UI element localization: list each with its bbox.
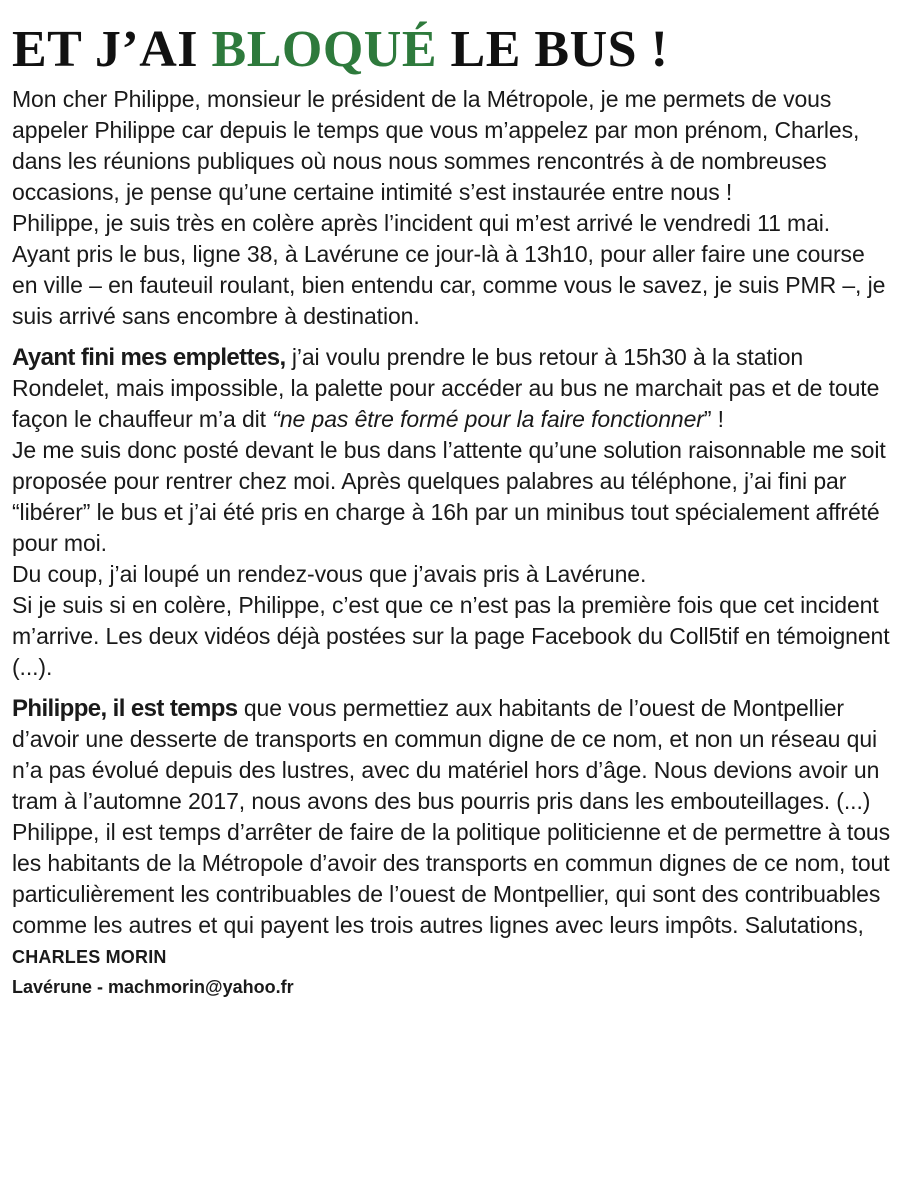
paragraph-demand-text: que vous permettiez aux habitants de l’ouest de Montpellier d’avoir une desserte de transports en commun digne de ce nom, et non un réseau qui n’a pas évolué depuis des lustres, avec du matériel hors d’âge. Nous devions avoir un tram à l’automne 2017, nous avons des bus pourris pris dans les embouteillages. (...) xyxy=(12,695,880,814)
lead-in-emplettes: Ayant fini mes emplettes, xyxy=(12,344,286,371)
paragraph-missed-appointment: Du coup, j’ai loupé un rendez-vous que j’avais pris à Lavérune. xyxy=(12,561,647,587)
headline-highlight: BLOQUÉ xyxy=(211,21,438,78)
paragraph-anger: Si je suis si en colère, Philippe, c’est que ce n’est pas la première fois que cet incident m’arrive. Les deux vidéos déjà postées sur la page Facebook du Coll5tif en témoignent (...). xyxy=(12,592,890,680)
headline-part-2: LE BUS ! xyxy=(437,21,669,78)
driver-quote: “ne pas être formé pour la faire fonctionner xyxy=(272,406,704,432)
signature-location-email: Lavérune - machmorin@yahoo.fr xyxy=(12,977,294,997)
headline xyxy=(12,22,892,78)
paragraph-demand xyxy=(12,693,892,817)
paragraph-return-trip-text: j’ai voulu prendre le bus retour à 15h30 à la station Rondelet, mais impossible, la palette pour accéder au bus ne marchait pas et de toute façon le chauffeur m’a dit xyxy=(12,344,880,432)
paragraph-return-trip xyxy=(12,342,892,435)
signature-name: CHARLES MORIN xyxy=(12,947,167,967)
lead-in-il-est-temps: Philippe, il est temps xyxy=(12,695,238,722)
paragraph-incident: Philippe, je suis très en colère après l’incident qui m’est arrivé le vendredi 11 mai. Ayant pris le bus, ligne 38, à Lavérune ce jour-là à 13h10, pour aller faire une course en ville – en fauteuil roulant, bien entendu car, comme vous le savez, je suis PMR –, je suis arrivé sans encombre à destination. xyxy=(12,210,886,329)
quote-end: ” ! xyxy=(703,406,724,432)
paragraph-blocked-bus: Je me suis donc posté devant le bus dans l’attente qu’une solution raisonnable me soit proposée pour rentrer chez moi. Après quelques palabres au téléphone, j’ai fini par “libérer” le bus et j’ai été pris en charge à 16h par un minibus tout spécialement affrété pour moi. xyxy=(12,437,886,556)
paragraph-conclusion: Philippe, il est temps d’arrêter de faire de la politique politicienne et de permettre à tous les habitants de la Métropole d’avoir des transports en commun dignes de ce nom, tout particulièrement les contribuables de l’ouest de Montpellier, qui sont des contribuables comme les autres et qui payent les trois autres lignes avec leurs impôts. Salutations, xyxy=(12,819,890,938)
headline-part-1: ET J’AI xyxy=(12,21,212,78)
paragraph-greeting: Mon cher Philippe, monsieur le président de la Métropole, je me permets de vous appeler Philippe car depuis le temps que vous m’appelez par mon prénom, Charles, dans les réunions publiques où nous nous sommes rencontrés à de nombreuses occasions, je pense qu’une certaine intimité s’est instaurée entre nous ! xyxy=(12,86,860,205)
letter-article xyxy=(12,22,892,999)
